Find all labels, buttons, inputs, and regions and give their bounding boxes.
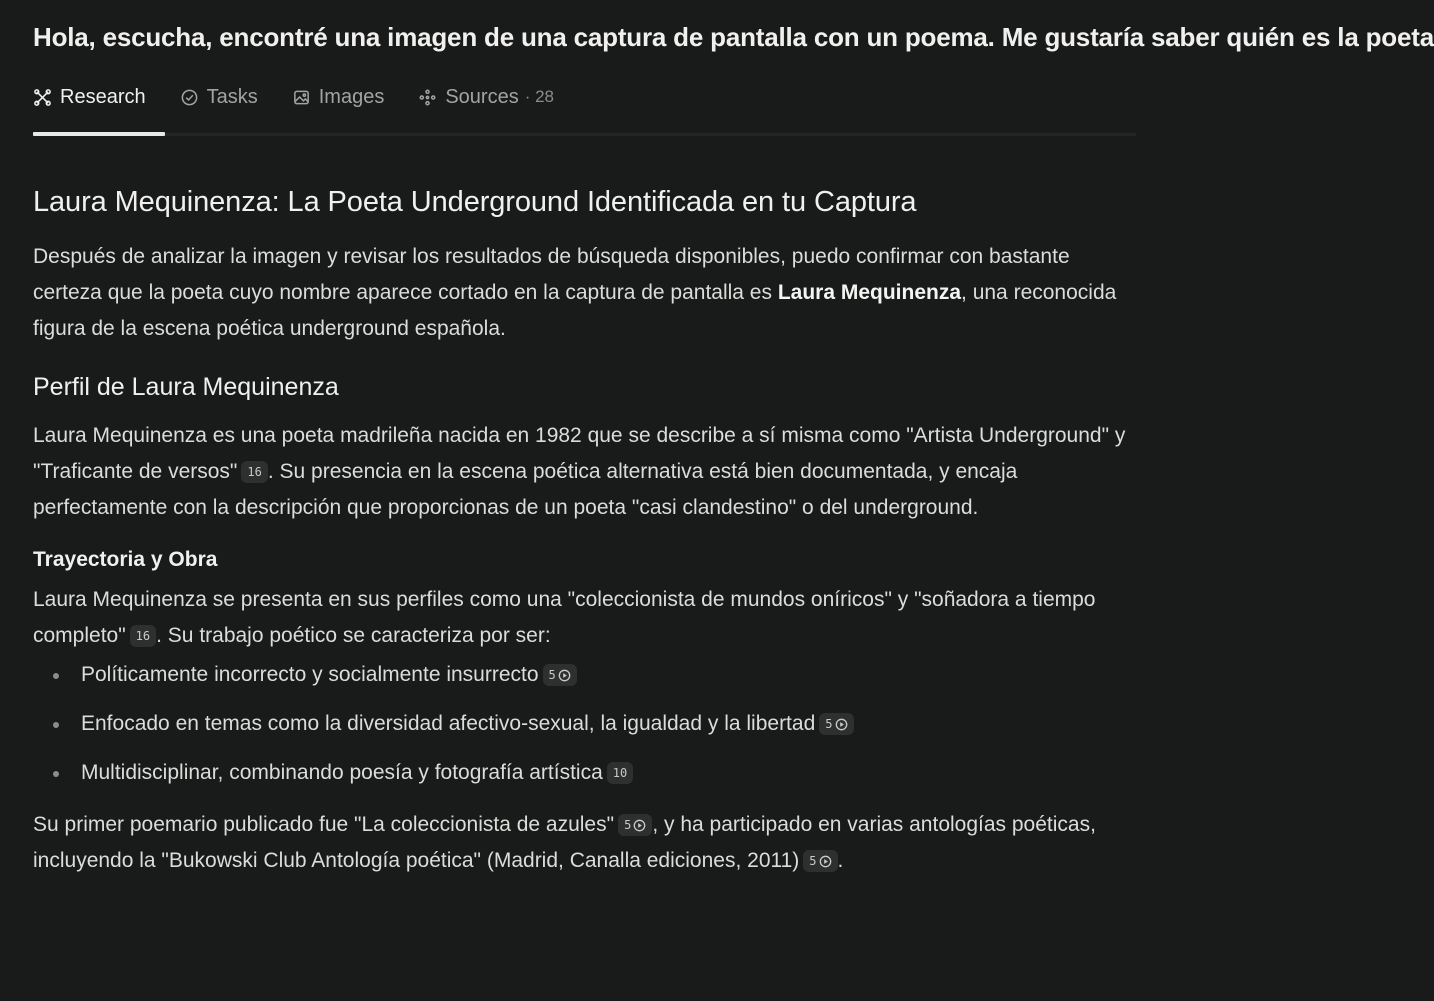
- career-paragraph: Laura Mequinenza se presenta en sus perfiles como una "coleccionista de mundos oníricos" y "soñadora a tiempo completo" 16 . Su trabajo poético se caracteriza por ser:: [33, 588, 1096, 647]
- tab-label: Research: [60, 85, 146, 108]
- tab-research[interactable]: [33, 86, 146, 109]
- tab-label: Tasks: [206, 85, 258, 108]
- tab-bar: [33, 80, 588, 114]
- section-profile-heading: Perfil de Laura Mequinenza: [33, 373, 339, 401]
- video-play-icon: [835, 718, 848, 731]
- image-icon: [292, 88, 311, 107]
- active-tab-indicator: [33, 132, 165, 136]
- citation-badge[interactable]: 5: [803, 850, 837, 872]
- citation-badge[interactable]: 16: [130, 625, 156, 647]
- tab-label: Sources: [445, 85, 519, 108]
- video-play-icon: [633, 819, 646, 832]
- citation-badge[interactable]: 5: [543, 664, 577, 686]
- tab-sources[interactable]: [418, 86, 554, 109]
- thread-title: Hola, escucha, encontré una imagen de una captura de pantalla con un poema. Me gustaría saber quién es la poeta: [33, 22, 1434, 52]
- tab-tasks[interactable]: [180, 86, 258, 109]
- intro-paragraph: Después de analizar la imagen y revisar los resultados de búsqueda disponibles, puedo confirmar con bastante certeza que la poeta cuyo nombre aparece cortado en la captura de pantalla es Laura Mequinenza, una reconocida figura de la escena poética underground española.: [33, 245, 1117, 340]
- research-icon: [33, 88, 52, 107]
- poet-name: Laura Mequinenza: [777, 281, 962, 304]
- closing-paragraph: Su primer poemario publicado fue "La coleccionista de azules" 5 , y ha participado en varias antologías poéticas, incluyendo la "Bukowski Club Antología poética" (Madrid, Canalla ediciones, 2011) 5 .: [33, 813, 1096, 872]
- tab-divider: [33, 133, 1136, 136]
- traits-list: [33, 660, 1133, 788]
- video-play-icon: [558, 669, 571, 682]
- sources-count: · 28: [524, 87, 554, 106]
- section-career-heading: Trayectoria y Obra: [33, 548, 218, 571]
- citation-badge[interactable]: 5: [819, 713, 853, 735]
- list-item: Políticamente incorrecto y socialmente insurrecto 5: [81, 660, 1133, 690]
- list-item: Enfocado en temas como la diversidad afectivo-sexual, la igualdad y la libertad 5: [81, 709, 1133, 739]
- citation-badge[interactable]: 10: [607, 762, 633, 784]
- citation-badge[interactable]: 16: [241, 461, 267, 483]
- citation-badge[interactable]: 5: [618, 814, 652, 836]
- tab-images[interactable]: [292, 86, 385, 109]
- video-play-icon: [819, 855, 832, 868]
- tasks-icon: [180, 88, 199, 107]
- list-item: Multidisciplinar, combinando poesía y fotografía artística 10: [81, 758, 1133, 788]
- answer-content: [33, 186, 1133, 879]
- answer-title: Laura Mequinenza: La Poeta Underground Identificada en tu Captura: [33, 186, 917, 218]
- sources-icon: [418, 88, 437, 107]
- profile-paragraph: Laura Mequinenza es una poeta madrileña nacida en 1982 que se describe a sí misma como "Artista Underground" y "Traficante de versos" 16 . Su presencia en la escena poética alternativa está bien documentada, y encaja perfectamente con la descripción que proporcionas de un poeta "casi clandestino" o del underground.: [33, 424, 1126, 519]
- tab-label: Images: [318, 85, 385, 108]
